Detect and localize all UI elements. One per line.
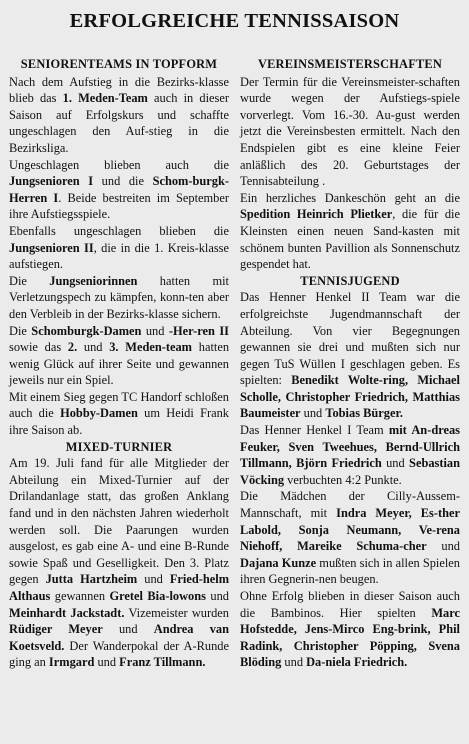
text-run: Das Henner Henkel I Team	[240, 423, 389, 438]
paragraph	[9, 389, 229, 439]
paragraph	[9, 157, 229, 223]
paragraph	[240, 190, 460, 273]
text-run: verbuchten 4:2 Punkte.	[284, 472, 402, 487]
bold-name-run: Jungsenioren I	[9, 174, 94, 189]
text-run: , die in die 1. Kreis-klasse aufstiegen.	[9, 240, 229, 272]
text-run: hatten wenig Glück auf ihrer Seite und gewannen jeweils nur ein Spiel.	[9, 340, 230, 388]
paragraph	[240, 289, 460, 422]
bold-name-run: Benedikt Wolte-ring, Michael Scholle, Christopher Friedrich, Matthias Baumeister	[240, 373, 460, 421]
text-run: Ebenfalls ungeschlagen blieben die	[9, 223, 229, 238]
bold-name-run: Schomburgk-Damen	[31, 323, 142, 338]
text-run: und	[102, 622, 154, 637]
text-run: auch in dieser Saison auf Erfolgskurs und schaffte ungeschlagen den Auf-stieg in die Bezirksliga.	[9, 91, 229, 155]
text-run: und	[77, 340, 110, 355]
heading-tennisjugend: TENNISJUGEND	[300, 273, 400, 288]
bold-name-run: -Her-ren II	[168, 323, 229, 338]
bold-name-run: 1. Meden-Team	[62, 91, 148, 106]
text-run: mußten sich in allen Spielen ihren Gegnerin-nen beugen.	[240, 555, 460, 587]
text-run: Ungeschlagen blieben auch die	[9, 157, 229, 172]
text-run: und	[426, 539, 461, 554]
text-run: und	[381, 456, 410, 471]
heading-vereinsmeisterschaften: VEREINSMEISTERSCHAFTEN	[257, 57, 443, 71]
bold-name-run: Fried-helm Althaus	[9, 572, 230, 603]
text-run: Am 19. Juli fand für alle Mitglieder der Abteilung ein Mixed-Turnier auf der Drilandanlage statt, das großen Anklang fand und in den nächsten Jahren wiederholt werden soll. Die Paarungen wurden ausgelost, es gab eine A- und eine B-Runde sowie Spaß und Geselligkeit. Den 3. Platz gegen	[9, 456, 229, 587]
bold-name-run: Gretel Bia-lowons	[109, 589, 206, 603]
bold-name-run: Da-niela Friedrich.	[306, 655, 408, 670]
text-run: Die Mädchen der Cilly-Aussem-Mannschaft, mit	[240, 489, 460, 521]
text-run: und	[281, 655, 307, 670]
text-run: und	[300, 406, 326, 421]
bold-name-run: Marc Hofstedde, Jens-Mirco Eng-brink, Phil Radink, Christopher Pöpping, Svena Blöding	[240, 605, 460, 670]
text-run: . Beide bestreiten im September ihre Aufstiegsspiele.	[9, 190, 230, 222]
bold-name-run: Schom-burgk-Herren I	[9, 174, 229, 205]
bold-name-run: Meinhardt Jackstadt.	[9, 605, 125, 620]
bold-name-run: 3. Meden-team	[109, 340, 193, 355]
bold-name-run: Franz Tillmann.	[119, 655, 206, 670]
text-run: Die	[9, 323, 32, 338]
bold-name-run: 2.	[67, 340, 78, 355]
left-column	[9, 56, 229, 671]
heading-mixed-turnier: MIXED-TURNIER	[65, 439, 173, 454]
bold-name-run: Irmgard	[48, 655, 95, 670]
bold-name-run: mit An-dreas Feuker, Sven Tweehues, Bernd-Ullrich Tillmann, Björn Friedrich	[240, 423, 461, 471]
paragraph	[9, 273, 229, 323]
bold-name-run: Jungsenioren II	[9, 240, 94, 255]
bold-name-run: Jungseniorinnen	[49, 273, 138, 288]
text-run: um Heidi Frank ihre Saison ab.	[9, 406, 229, 438]
bold-name-run: Hobby-Damen	[60, 406, 138, 421]
bold-name-run: Dajana Kunze	[240, 555, 317, 570]
text-run: Nach dem Aufstieg in die Bezirks-klasse blieb das	[9, 74, 229, 106]
text-run: Ohne Erfolg blieben in dieser Saison auch die Bambinos. Hier spielten	[240, 589, 460, 620]
paragraph	[240, 74, 460, 190]
right-column	[240, 56, 460, 671]
paragraph	[240, 488, 460, 588]
headline: ERFOLGREICHE TENNISSAISON	[69, 10, 400, 32]
paragraph	[240, 422, 460, 488]
text-run: hatten mit Verletzungspech zu kämpfen, konn-ten aber den Verbleib in der Bezirks-klasse sichern.	[9, 273, 229, 321]
text-run: Vizemeister wurden	[124, 605, 229, 620]
paragraph	[9, 74, 229, 157]
paragraph	[9, 323, 229, 389]
text-run: und	[137, 572, 170, 587]
text-run: Ein herzliches Dankeschön geht an die	[240, 190, 460, 205]
text-run: sowie das	[9, 340, 68, 355]
bold-name-run: Indra Meyer, Es-ther Labold, Sonja Neumann, Ve-rena Niehoff, Mareike Schuma-cher	[240, 506, 461, 554]
text-run: Der Wanderpokal der A-Runde ging an	[9, 638, 229, 670]
bold-name-run: Rüdiger Meyer	[9, 622, 103, 637]
text-run: und die	[93, 174, 153, 189]
text-run: und	[141, 323, 169, 338]
text-run: Mit einem Sieg gegen TC Handorf schloßen auch die	[9, 389, 229, 421]
text-run: Das Henner Henkel II Team war die erfolgreichste Jugendmannschaft der Abteilung. Von vier Begegnungen gewannen sie drei und mußten sich nur gegen TuS Wüllen I geschlagen geben. Es spielten:	[240, 290, 460, 388]
bold-name-run: Sebastian Vöcking	[240, 456, 461, 487]
text-run: und	[205, 589, 229, 603]
heading-seniorenteams: SENIORENTEAMS IN TOPFORM	[20, 57, 218, 71]
text-run: Die	[9, 273, 50, 288]
paragraph	[9, 223, 229, 273]
bold-name-run: Spedition Heinrich Plietker	[240, 207, 393, 222]
paragraph	[240, 588, 460, 671]
paragraph	[9, 455, 229, 671]
bold-name-run: Jutta Hartzheim	[45, 572, 138, 587]
bold-name-run: Tobias Bürger.	[325, 406, 403, 421]
text-run: und	[94, 655, 120, 670]
text-run: , die für die Kleinsten einen neuen Sand-kasten mit schönem bunten Pavillion als Sonnenschutz gespendet hat.	[240, 207, 460, 272]
text-run: gewannen	[50, 589, 110, 603]
text-run: Der Termin für die Vereinsmeister-schaften wurde wegen der Aufstiegs-spiele vorverlegt. Vom 16.-30. Au-gust werden jetzt die Vereinsbesten ermittelt. Nach den Endspielen gibt es eine kleine Feier anläßlich des 20. Geburtstages der Tennisabteilung .	[240, 74, 460, 189]
article-columns	[9, 56, 460, 671]
bold-name-run: Andrea van Koetsveld.	[9, 622, 229, 653]
